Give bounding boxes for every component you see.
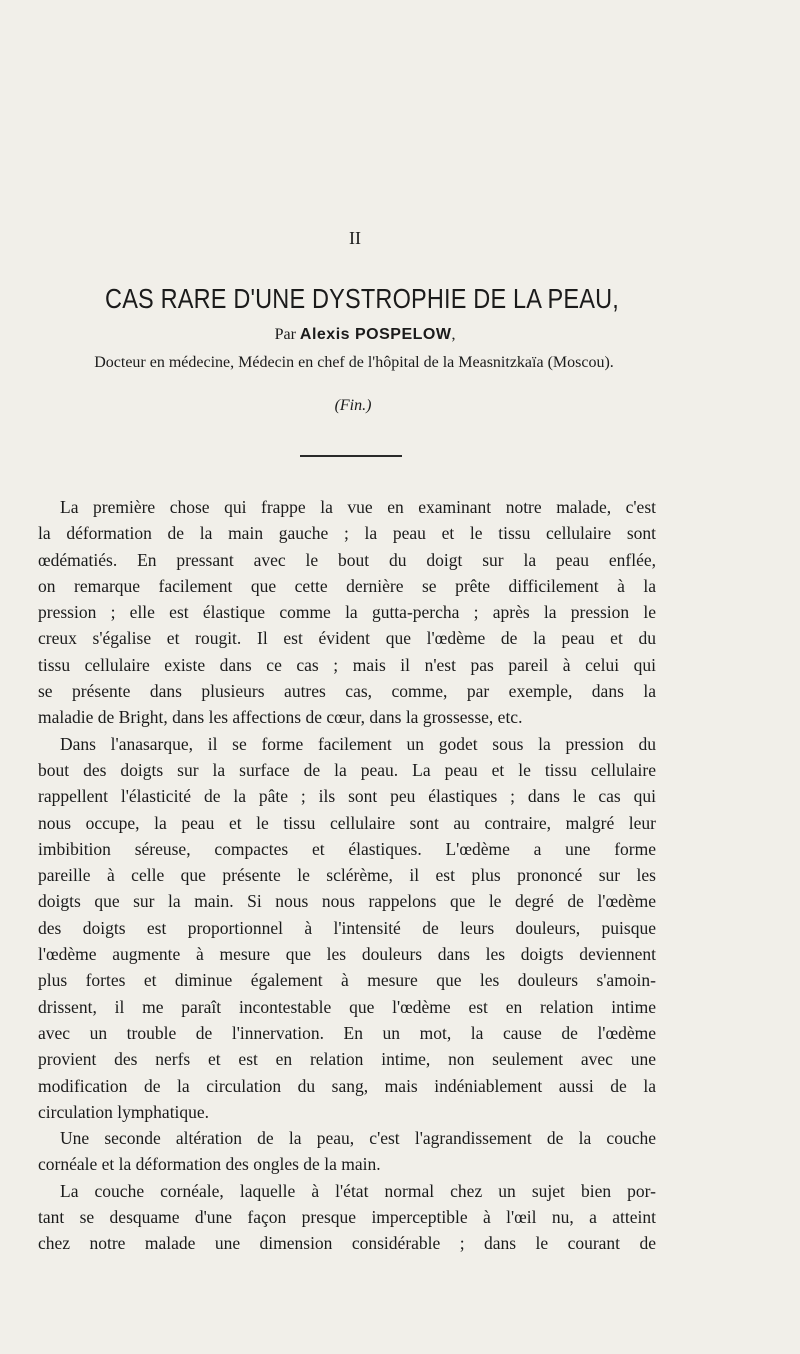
section-number: II (349, 228, 361, 248)
text-line: creux s'égalise et rougit. Il est évident que l'œdème de la peau et du (38, 628, 656, 649)
text-line: pareille à celle que présente le sclérème, il est plus prononcé sur les (38, 865, 656, 886)
text-line: rappellent l'élasticité de la pâte ; ils sont peu élastiques ; dans le cas qui (38, 786, 656, 807)
byline (0, 326, 730, 344)
text-line: La couche cornéale, laquelle à l'état normal chez un sujet bien por- (60, 1180, 656, 1201)
byline-suffix: , (451, 326, 456, 343)
author-name: Alexis POSPELOW (299, 326, 452, 343)
text-line: œdématiés. En pressant avec le bout du doigt sur la peau enflée, (38, 549, 656, 570)
text-line: l'œdème augmente à mesure que les douleurs dans les doigts deviennent (38, 944, 656, 965)
text-line: des doigts est proportionnel à l'intensité de leurs douleurs, puisque (38, 917, 656, 938)
text-line: modification de la circulation du sang, mais indéniablement aussi de la (38, 1075, 656, 1096)
text-line: circulation lymphatique. (38, 1101, 210, 1122)
text-line: chez notre malade une dimension considérable ; dans le courant de (38, 1233, 656, 1254)
text-line: doigts que sur la main. Si nous nous rappelons que le degré de l'œdème (38, 891, 656, 912)
text-line: plus fortes et diminue également à mesure que les douleurs s'amoin- (38, 970, 656, 991)
article-title: CAS RARE D'UNE DYSTROPHIE DE LA PEAU, (105, 283, 619, 314)
text-line: maladie de Bright, dans les affections de cœur, dans la grossesse, etc. (38, 707, 523, 728)
text-line: tant se desquame d'une façon presque imperceptible à l'œil nu, a atteint (38, 1207, 656, 1228)
text-line: cornéale et la déformation des ongles de la main. (38, 1154, 381, 1175)
text-line: La première chose qui frappe la vue en examinant notre malade, c'est (60, 497, 656, 517)
separator-rule (300, 455, 402, 457)
continuation-note: (Fin.) (334, 397, 372, 414)
text-line: provient des nerfs et est en relation intime, non seulement avec une (38, 1049, 656, 1070)
byline-prefix: Par (274, 326, 300, 343)
text-line: imbibition séreuse, compactes et élastiques. L'œdème a une forme (38, 838, 656, 859)
text-line: tissu cellulaire existe dans ce cas ; mais il n'est pas pareil à celui qui (38, 654, 656, 675)
text-line: la déformation de la main gauche ; la peau et le tissu cellulaire sont (38, 523, 656, 544)
text-line: on remarque facilement que cette dernière se prête difficilement à la (38, 575, 656, 596)
author-affiliation: Docteur en médecine, Médecin en chef de l'hôpital de la Measnitzkaïa (Moscou). (94, 354, 614, 371)
text-line: Dans l'anasarque, il se forme facilement un godet sous la pression du (60, 733, 656, 754)
text-line: Une seconde altération de la peau, c'est l'agrandissement de la couche (60, 1128, 656, 1149)
text-line: drissent, il me paraît incontestable que l'œdème est en relation intime (38, 996, 656, 1017)
text-line: bout des doigts sur la surface de la peau. La peau et le tissu cellulaire (38, 759, 656, 780)
text-line: se présente dans plusieurs autres cas, comme, par exemple, dans la (38, 681, 656, 702)
text-line: avec un trouble de l'innervation. En un mot, la cause de l'œdème (38, 1022, 656, 1043)
text-line: pression ; elle est élastique comme la gutta-percha ; après la pression le (38, 602, 656, 623)
text-line: nous occupe, la peau et le tissu cellulaire sont au contraire, malgré leur (38, 812, 656, 833)
body-text (38, 494, 656, 1257)
